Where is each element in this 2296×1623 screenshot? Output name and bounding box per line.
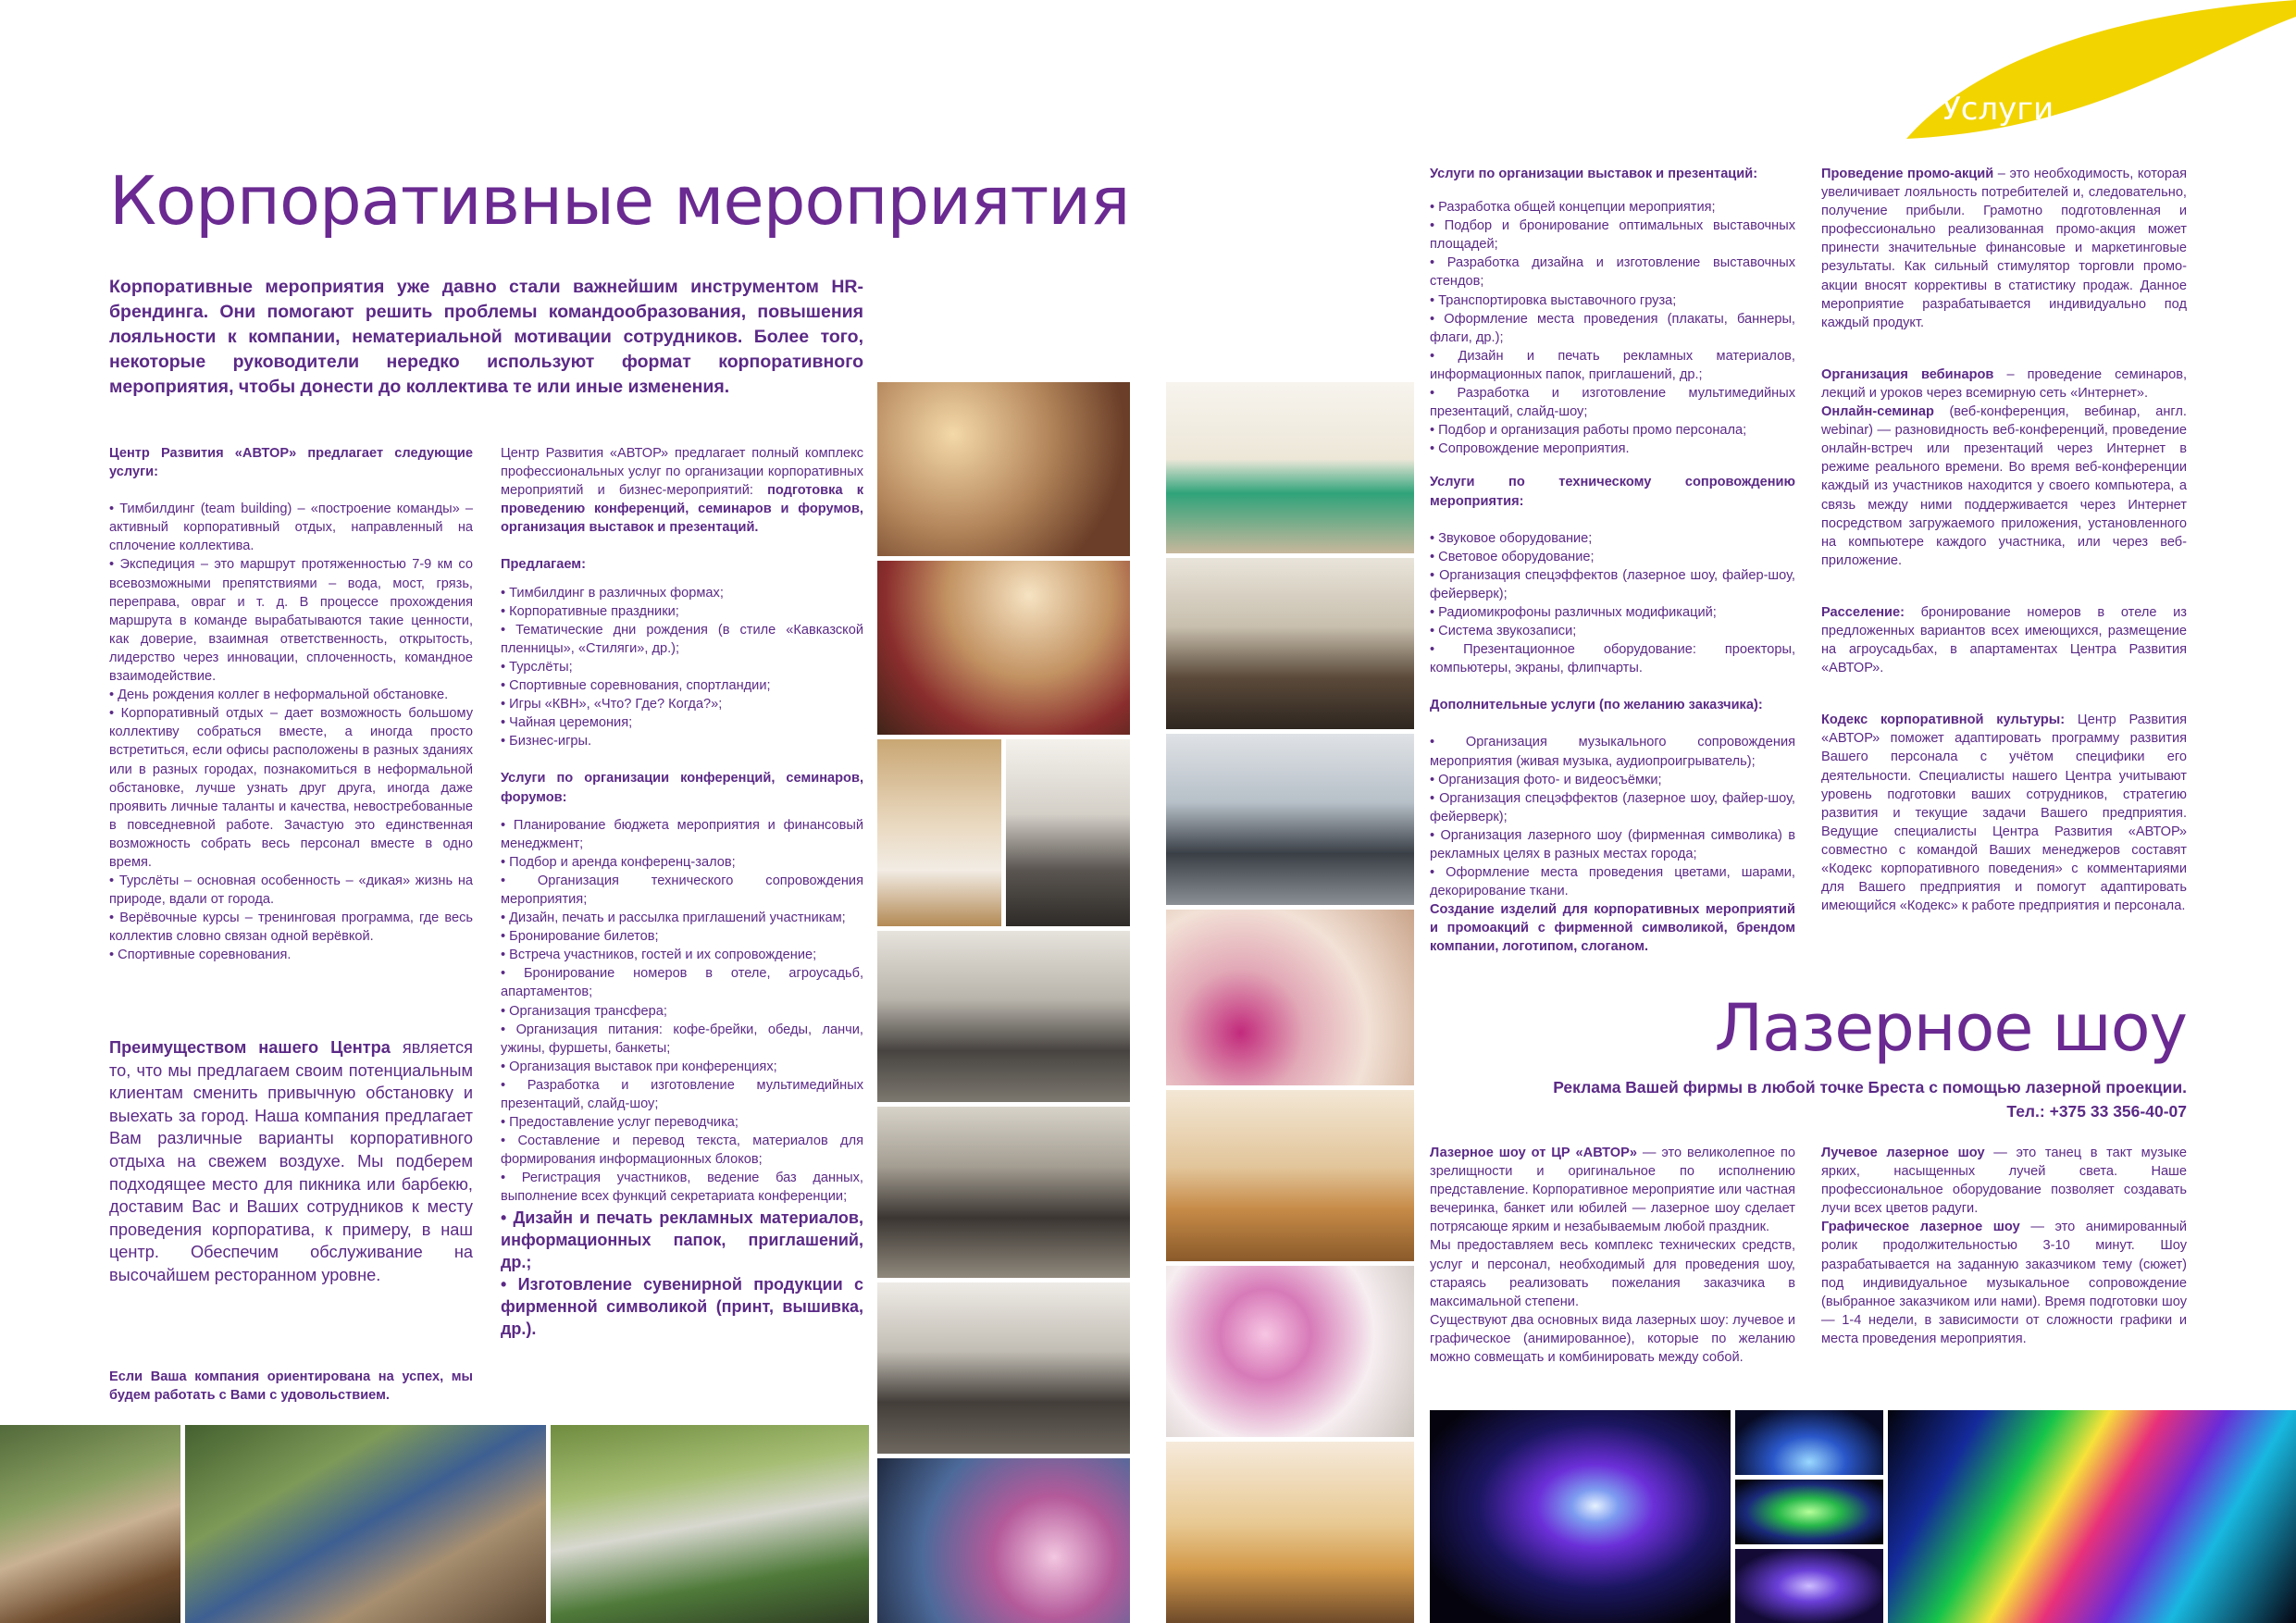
laser-col-b [1821,1144,2187,1348]
promo-paragraph [1821,165,2187,332]
list-item: • Игры «КВН», «Что? Где? Когда?»; [501,697,723,712]
list-item: • Организация трансфера; [501,1003,667,1019]
orchid-photo-2 [1166,1266,1414,1437]
list-item: • Оформление места проведения цветами, шарами, декорирование ткани. [1430,865,1795,899]
bedroom-photo-2 [1166,1090,1414,1261]
list-item: • Чайная церемония; [501,715,633,731]
list-item: • Турслёты – основная особенность – «дикая» жизнь на природе, вдали от города. [109,873,473,908]
online-paragraph [1821,403,2187,570]
closing-text: Если Ваша компания ориентирована на успех, мы будем работать с Вами с удовольствием. [109,1369,473,1404]
list-item: • Спортивные соревнования. [109,948,292,963]
section-tag: Услуги [1942,91,2054,128]
list-item: • Тимбилдинг в различных формах; [501,585,724,601]
laser-phone: Тел.: +375 33 356-40-07 [2006,1102,2187,1121]
classroom-photo-1 [877,931,1130,1102]
list-item: • Световое оборудование; [1430,549,1595,564]
list-item: • Подбор и аренда конференц-залов; [501,854,736,870]
list-item: • День рождения коллег в неформальной обстановке. [109,688,449,703]
list-item: • Тимбилдинг (team building) – «построение команды» – активный корпоративный отдых, направленный на сплочение коллектива. [109,502,473,554]
graphic-paragraph [1821,1218,2187,1348]
laser-p3: Существуют два основных вида лазерных шоу: лучевое и графическое (анимированное), которые по желанию можно совмещать и комбинировать между собой. [1430,1312,1795,1366]
list-item: • Тематические дни рождения (в стиле «Кавказской пленницы», «Стиляги», др.); [501,622,863,656]
list-item: • Радиомикрофоны различных модификаций; [1430,604,1717,620]
seminar-photo [1166,558,1414,729]
laser-col-a [1430,1144,1795,1367]
list-item: • Организация спецэффектов (лазерное шоу, файер-шоу, фейерверк); [1430,790,1795,824]
list-item: • Изготовление сувенирной продукции с фирменной символикой (принт, вышивка, др.). [501,1274,863,1338]
laser-photo-5 [1888,1410,2296,1623]
corporate-col2 [501,444,863,1340]
corporate-col1 [109,444,473,965]
list-item: • Разработка общей концепции мероприятия; [1430,200,1716,216]
laser-intro-bold: Лазерное шоу от ЦР «АВТОР» [1430,1146,1637,1160]
list-item: • Разработка и изготовление мультимедийных презентаций, слайд-шоу; [501,1077,863,1111]
corporate-lead: Корпоративные мероприятия уже давно стали важнейшим инструментом HR-брендинга. Они помогают решить проблемы командообразования, повышения лояльности к компании, нематериальной мотивации сотрудников. Более того, некоторые руководители нередко используют формат корпоративного мероприятия, чтобы донести до коллектива те или иные изменения. [109,277,863,397]
codex-text: Центр Развития «АВТОР» поможет адаптировать программу развития Вашего персонала с учётом специфики его деятельности. Специалисты нашего Центра учитывают уровень подготовки ваших сотрудников, стратегию развития и текущие задачи Вашего предприятия. Ведущие специалисты Центра Развития «АВТОР» совместно с командой Ваших менеджеров составят «Кодекс корпоративного поведения» с комментариями для Вашего предприятия и помогут адаптировать имеющийся «Кодекс» к работе предприятия и персонала. [1821,712,2187,914]
promo-text: – это необходимость, которая увеличивает лояльность потребителей и, следовательно, получение прибыли. Грамотно подготовленная и профессионально реализованная промо-акция может принести значительные финансовые и маркетинговые результаты. Как сильный стимулятор торговли промо-акции вносят коррективы в статистику продаж. Данное мероприятие разрабатывается индивидуально под каждый продукт. [1821,167,2187,330]
souvenir-text: Создание изделий для корпоративных мероприятий и промоакций с фирменной символикой, брендом компании, логотипом, слоганом. [1430,902,1795,955]
list-item: • Бронирование номеров в отеле, агроусадьб, апартаментов; [501,966,863,1000]
list-item: • Спортивные соревнования, спортландии; [501,678,771,694]
webinar-bold: Организация вебинаров [1821,366,1994,382]
list-item: • Звуковое оборудование; [1430,530,1593,546]
list-item: • Встреча участников, гостей и их сопровождение; [501,948,817,963]
list-item: • Составление и перевод текста, материалов для формирования информационных блоков; [501,1134,863,1168]
codex-paragraph [1821,711,2187,915]
beam-paragraph [1821,1144,2187,1218]
beam-bold: Лучевое лазерное шоу [1821,1146,1985,1160]
list-item: • Разработка дизайна и изготовление выставочных стендов; [1430,255,1795,290]
conf-heading: Услуги по организации конференций, семинаров, форумов: [501,771,863,805]
classroom-photo-3 [877,1282,1130,1454]
services-col-a [1430,165,1795,957]
conference-hall-photo [1166,734,1414,905]
teambuilding-photo-3 [551,1425,869,1623]
list-item: • Сопровождение мероприятия. [1430,441,1630,457]
lodging-text: бронирование номеров в отеле из предложенных вариантов всех имеющихся, размещение на агроусадьбах, в апартаментах Центра Развития «АВТОР». [1821,604,2187,676]
list-item: • Корпоративные праздники; [501,603,679,619]
offer-heading: Предлагаем: [501,557,586,573]
graphic-text: — это анимированный ролик продолжительностью 3-10 минут. Шоу разрабатывается на заданную заказчиком тему (сюжет) под индивидуальное музыкальное сопровождение (выбранное заказчиком или нами). Время подготовки шоу — 1-4 недели, в зависимости от сложности графики и места проведения мероприятия. [1821,1220,2187,1346]
list-item: • Организация технического сопровождения мероприятия; [501,873,863,907]
laser-photo-3 [1735,1480,1883,1544]
advantage-bold: Преимуществом нашего Центра [109,1038,391,1057]
list-item: • Организация питания: кофе-брейки, обеды, ланчи, ужины, фуршеты, банкеты; [501,1022,863,1056]
laser-intro [1430,1144,1795,1236]
online-bold: Онлайн-семинар [1821,404,1934,420]
col2-intro [501,444,863,537]
list-item: • Подбор и бронирование оптимальных выставочных площадей; [1430,218,1795,253]
list-item: • Подбор и организация работы промо персонала; [1430,423,1747,439]
orchid-photo-1 [877,1458,1130,1623]
graphic-bold: Графическое лазерное шоу [1821,1220,2020,1235]
buffet-photo [877,739,1001,926]
laser-photo-1 [1430,1410,1731,1623]
classroom-photo-2 [877,1107,1130,1278]
list-item: • Турслёты; [501,659,573,675]
bedroom-photo-3 [1166,1442,1414,1623]
webinar-text: – проведение семинаров, лекций и уроков через всемирную сеть «Интернет». [1821,366,2187,401]
list-item: • Презентационное оборудование: проекторы, компьютеры, экраны, флипчарты. [1430,642,1795,676]
extra-heading: Дополнительные услуги (по желанию заказчика): [1430,698,1763,713]
teambuilding-photo-2 [185,1425,546,1623]
col2-intro-start: Центр Развития «АВТОР» предлагает полный комплекс профессиональных услуг по организации корпоративных мероприятий и бизнес-мероприятий: [501,446,863,499]
codex-bold: Кодекс корпоративной культуры: [1821,712,2066,728]
expo-heading: Услуги по организации выставок и презентаций: [1430,167,1758,181]
tech-heading: Услуги по техническому сопровождению мероприятия: [1430,475,1795,509]
restaurant-photo [877,561,1130,735]
promo-bold: Проведение промо-акций [1821,167,1994,181]
list-item: • Верёвочные курсы – тренинговая программа, где весь коллектив словно связан одной верёвкой. [109,911,473,945]
list-item: • Разработка и изготовление мультимедийных презентаций, слайд-шоу; [1430,386,1795,420]
list-item: • Организация лазерного шоу (фирменная символика) в рекламных целях в разных местах города; [1430,827,1795,861]
list-item: • Транспортировка выставочного груза; [1430,292,1677,308]
laser-p2: Мы предоставляем весь комплекс технических средств, услуг и персонал, необходимый для проведения шоу, стараясь реализовать пожелания заказчика в максимальной степени. [1430,1238,1795,1309]
teambuilding-photo-1 [0,1425,180,1623]
list-item: • Экспедиция – это маршрут протяженностью 7-9 км со всевозможными препятствиями – вода, мост, грязь, переправа, овраг и т. д. В процессе прохождения маршрута в команде вырабатываются такие ценности, как доверие, взаимная ответственность, открытость, лидерство через инновации, сплоченность, командное взаимодействие. [109,557,473,685]
services-col-b [1821,165,2187,915]
col2-intro-bold: подготовка к проведению конференций, семинаров и форумов, организация выставок и презентаций. [501,483,864,536]
list-item: • Организация выставок при конференциях; [501,1059,777,1074]
list-item: • Организация спецэффектов (лазерное шоу, файер-шоу, фейерверк); [1430,567,1795,601]
list-item: • Организация музыкального сопровождения мероприятия (живая музыка, аудиопроигрыватель); [1430,735,1795,769]
list-item: • Бронирование билетов; [501,929,659,945]
laser-intro-text: — это великолепное по зрелищности и оригинальное по исполнению представление. Корпоративное мероприятие или частная вечеринка, банкет или юбилей — лазерное шоу сделает потрясающе ярким и незабываемым любой праздник. [1430,1146,1796,1235]
advantage-paragraph [109,1036,473,1287]
laser-photo-4 [1735,1549,1883,1623]
list-item: • Предоставление услуг переводчика; [501,1115,738,1131]
lobby-sofa-photo [1166,382,1414,553]
list-item: • Регистрация участников, ведение баз данных, выполнение всех функций секретариата конференции; [501,1171,863,1205]
list-item: • Оформление места проведения (плакаты, баннеры, флаги, др.); [1430,311,1795,345]
advantage-text: является то, что мы предлагаем своим потенциальным клиентам сменить привычную обстановку и выехать за город. Наша компания предлагает Вам различные варианты корпоративного отдыха на свежем воздухе. Мы подберем подходящее место для пикника или барбекю, доставим Вас и Ваших сотрудников к месту проведения корпоратива, к примеру, в наш центр. Обеспечим обслуживание на высочайшем ресторанном уровне. [109,1038,474,1284]
bedroom-photo-1 [1166,910,1414,1085]
lodging-bold: Расселение: [1821,604,1905,620]
conference-room-photo-1 [1006,739,1130,926]
list-item: • Дизайн и печать рекламных материалов, информационных папок, приглашений, др.; [501,1208,863,1271]
list-item: • Дизайн и печать рекламных материалов, информационных папок, приглашений, др.; [1430,348,1795,382]
list-item: • Система звукозаписи; [1430,624,1577,639]
col1-heading: Центр Развития «АВТОР» предлагает следующие услуги: [109,446,473,480]
list-item: • Планирование бюджета мероприятия и финансовый менеджмент; [501,817,863,851]
lodging-paragraph [1821,603,2187,677]
banquet-photo [877,382,1130,556]
list-item: • Корпоративный отдых – дает возможность большому коллективу собраться вместе, а иногда просто встретиться, если офисы расположены в разных зданиях или в разных городах, познакомиться в неформальной обстановке, лучше узнать друг друга, иногда даже проявить личные таланты и качества, невостребованные в повседневной работе. Зачастую это единственная возможность собрать весь персонал вместе в одно время. [109,706,473,870]
laser-tagline: Реклама Вашей фирмы в любой точке Бреста с помощью лазерной проекции. [1553,1078,2187,1096]
list-item: • Организация фото- и видеосъёмки; [1430,772,1662,787]
list-item: • Дизайн, печать и рассылка приглашений участникам; [501,911,846,926]
online-text: (веб-конференция, вебинар, англ. webinar) — разновидность веб-конференций, проведение онлайн-встреч или презентаций через Интернет в режиме реального времени. Во время веб-конференции каждый из участников находится у своего компьютера, а связь между ними поддерживается через Интернет посредством загружаемого приложения, установленного на компьютере каждого участника, или через веб-приложение. [1821,404,2187,568]
list-item: • Бизнес-игры. [501,734,592,750]
corporate-title: Корпоративные мероприятия [109,162,1130,240]
laser-title: Лазерное шоу [1714,990,2187,1066]
beam-text: — это танец в такт музыке ярких, насыщенных лучей света. Наше профессиональное оборудование позволяет создавать лучи всех цветов радуги. [1821,1146,2187,1217]
laser-photo-2 [1735,1410,1883,1475]
webinar-paragraph [1821,365,2187,403]
